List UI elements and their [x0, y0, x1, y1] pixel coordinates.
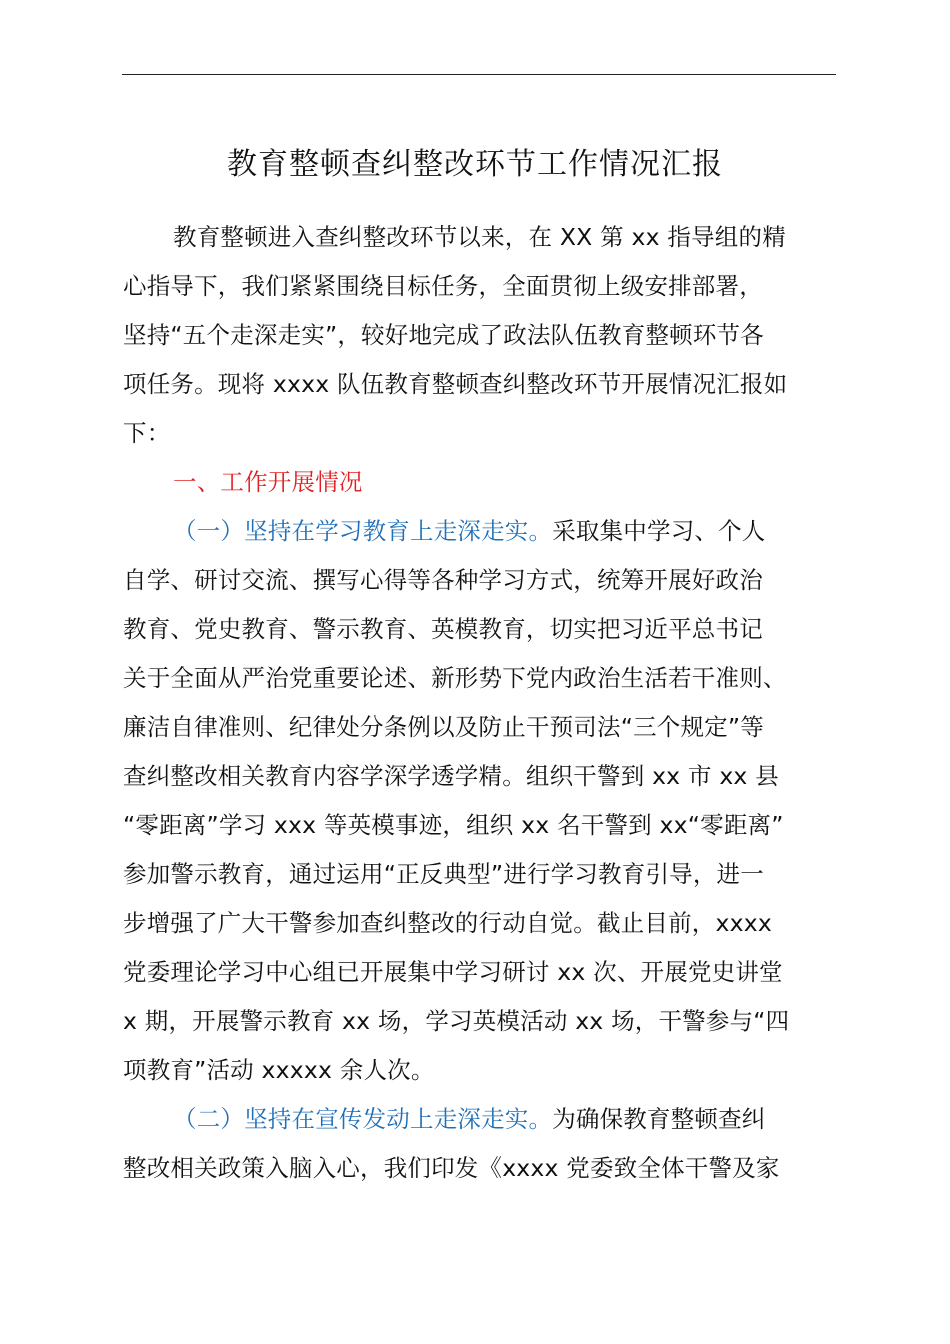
intro-line: 教育整顿进入查纠整改环节以来，在 XX 第 xx 指导组的精	[173, 223, 786, 251]
paragraph-line: 参加警示教育，通过运用“正反典型”进行学习教育引导，进一	[123, 860, 764, 888]
paragraph-line: “零距离”学习 xxx 等英模事迹，组织 xx 名干警到 xx“零距离”	[123, 811, 784, 839]
paragraph-line: 整改相关政策入脑入心，我们印发《xxxx 党委致全体干警及家	[123, 1154, 780, 1182]
header-rule	[122, 74, 836, 75]
subsection-1-first-line	[123, 507, 839, 556]
paragraph-line: 项教育”活动 xxxxx 余人次。	[123, 1056, 435, 1084]
subsection-1-heading: （一）坚持在学习教育上走深走实。	[173, 517, 553, 545]
subsection-1-text: 采取集中学习、个人	[552, 517, 766, 545]
intro-line: 坚持“五个走深走实”，较好地完成了政法队伍教育整顿环节各	[123, 321, 764, 349]
document-body	[123, 213, 839, 1193]
section-heading: 一、工作开展情况	[173, 468, 363, 496]
paragraph-line: 廉洁自律准则、纪律处分条例以及防止干预司法“三个规定”等	[123, 713, 764, 741]
subsection-2-text: 为确保教育整顿查纠	[552, 1105, 766, 1133]
subsection-2-first-line	[123, 1095, 839, 1144]
document-title: 教育整顿查纠整改环节工作情况汇报	[227, 147, 723, 182]
paragraph-line: 教育、党史教育、警示教育、英模教育，切实把习近平总书记	[123, 615, 763, 643]
paragraph-line: 步增强了广大干警参加查纠整改的行动自觉。截止目前，xxxx	[123, 909, 772, 937]
paragraph-line: 自学、研讨交流、撰写心得等各种学习方式，统筹开展好政治	[123, 566, 763, 594]
paragraph-line: 党委理论学习中心组已开展集中学习研讨 xx 次、开展党史讲堂	[123, 958, 783, 986]
intro-line: 项任务。现将 xxxx 队伍教育整顿查纠整改环节开展情况汇报如	[123, 370, 788, 398]
intro-line: 心指导下，我们紧紧围绕目标任务，全面贯彻上级安排部署，	[123, 272, 763, 300]
subsection-2-heading: （二）坚持在宣传发动上走深走实。	[173, 1105, 553, 1133]
paragraph-line: 关于全面从严治党重要论述、新形势下党内政治生活若干准则、	[123, 664, 787, 692]
paragraph-line: 查纠整改相关教育内容学深学透学精。组织干警到 xx 市 xx 县	[123, 762, 779, 790]
intro-line: 下：	[123, 419, 171, 447]
paragraph-line: x 期，开展警示教育 xx 场，学习英模活动 xx 场，干警参与“四	[123, 1007, 790, 1035]
